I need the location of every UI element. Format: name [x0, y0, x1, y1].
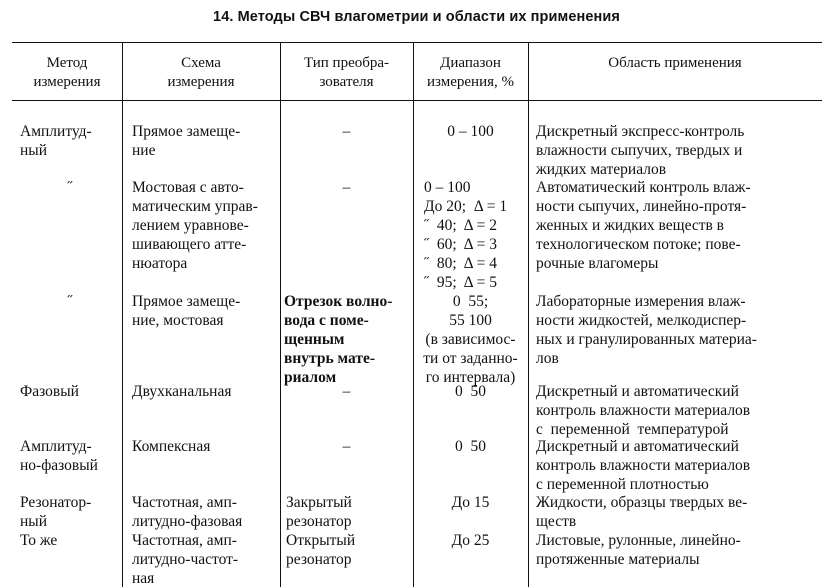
column-divider [528, 43, 529, 587]
header-scheme: Схема измерения [167, 55, 235, 90]
row3-transducer: Отрезок волно- вода с поме- щенным внутрь мате- риалом [284, 293, 393, 386]
row5-range: 0 50 [455, 438, 486, 455]
row6-application: Жидкости, образцы твердых ве- ществ [536, 494, 748, 530]
row5-method: Амплитуд- но-фазовый [20, 438, 98, 474]
row7-scheme: Частотная, амп- литудно-частот- ная [132, 532, 239, 587]
row7-method: То же [20, 532, 58, 549]
column-divider [122, 43, 123, 587]
table-header-rule [12, 100, 822, 101]
row2-method: ˝ [67, 179, 73, 196]
row6-range: До 15 [451, 494, 490, 511]
row7-range: До 25 [451, 532, 490, 549]
row5-scheme: Компексная [132, 438, 211, 455]
row1-transducer: – [342, 123, 351, 140]
row4-method: Фазовый [20, 383, 79, 400]
row5-application: Дискретный и автоматический контроль влажности материалов с переменной плотностью [536, 438, 751, 493]
row7-transducer: Открытый резонатор [286, 532, 356, 568]
row1-scheme: Прямое замеще- ние [132, 123, 241, 159]
row1-application: Дискретный экспресс-контроль влажности сыпучих, твердых и жидких материалов [536, 123, 745, 178]
row3-range: 0 55; 55 100 (в зависимос- ти от заданно- го интервала) [423, 293, 518, 386]
row4-transducer: – [342, 383, 351, 400]
header-application: Область применения [608, 55, 742, 71]
row7-application: Листовые, рулонные, линейно- протяженные материалы [536, 532, 741, 568]
row5-transducer: – [342, 438, 351, 455]
row3-application: Лабораторные измерения влаж- ности жидкостей, мелкодиспер- ных и гранулированных материа- лов [536, 293, 757, 367]
header-transducer: Тип преобра- зователя [303, 55, 390, 90]
row2-scheme: Мостовая с авто- матическим управ- лением уравнове- шивающего атте- нюатора [132, 179, 258, 272]
row3-method: ˝ [67, 293, 73, 310]
row6-transducer: Закрытый резонатор [286, 494, 352, 530]
row6-scheme: Частотная, амп- литудно-фазовая [132, 494, 243, 530]
row4-range: 0 50 [455, 383, 486, 400]
row3-scheme: Прямое замеще- ние, мостовая [132, 293, 241, 329]
table-top-rule [12, 42, 822, 43]
row2-range: 0 – 100 До 20; Δ = 1 ˝ 40; Δ = 2 ˝ 60; Δ = 3 ˝ 80; Δ = 4 ˝ 95; Δ = 5 [424, 179, 508, 291]
row4-application: Дискретный и автоматический контроль влажности материалов с переменной температурой [536, 383, 751, 438]
row1-range: 0 – 100 [447, 123, 494, 140]
header-range: Диапазон измерения, % [427, 55, 514, 90]
table-title: 14. Методы СВЧ влагометрии и области их применения [213, 9, 620, 25]
row1-method: Амплитуд- ный [20, 123, 92, 159]
row6-method: Резонатор- ный [20, 494, 92, 530]
header-method: Метод измерения [33, 55, 101, 90]
row2-transducer: – [342, 179, 351, 196]
row4-scheme: Двухканальная [132, 383, 232, 400]
row2-application: Автоматический контроль влаж- ности сыпучих, линейно-протя- женных и жидких веществ в технологическом потоке; пове- рочные влагомеры [536, 179, 751, 272]
